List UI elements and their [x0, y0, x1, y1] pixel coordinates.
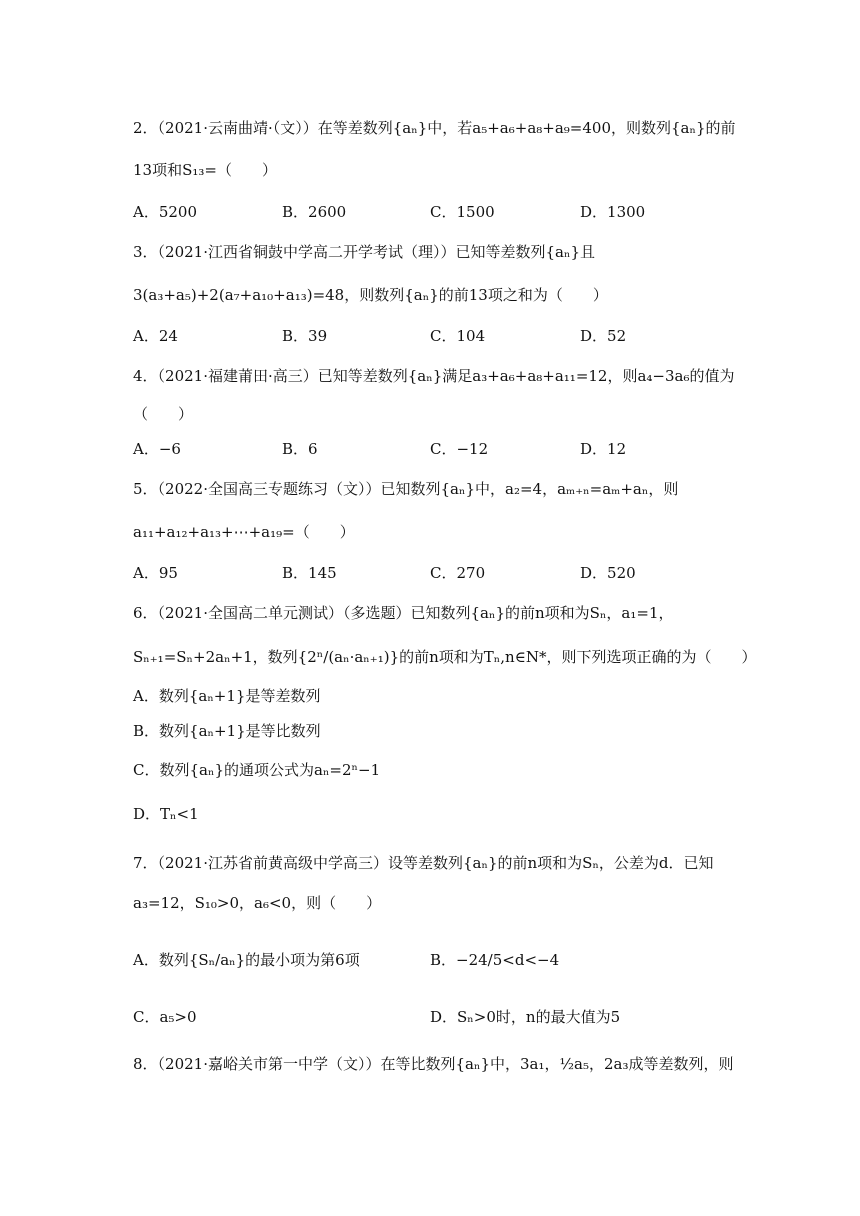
- question-5-option-c: C．270: [430, 564, 486, 582]
- question-2-stem-line2: 13项和S₁₃=（ ）: [133, 161, 277, 179]
- question-2-option-d: D．1300: [580, 203, 646, 221]
- question-6-option-d: D．Tₙ<1: [133, 805, 199, 823]
- question-5-stem-line2: a₁₁+a₁₂+a₁₃+⋯+a₁₉=（ ）: [133, 523, 355, 541]
- question-6-stem-line1: 6．（2021·全国高二单元测试）（多选题）已知数列{aₙ}的前n项和为Sₙ，a₁=1，: [133, 604, 674, 622]
- question-7-option-a: A．数列{Sₙ/aₙ}的最小项为第6项: [133, 951, 360, 969]
- question-5-option-b: B．145: [282, 564, 337, 582]
- question-2-option-b: B．2600: [282, 203, 347, 221]
- question-3-option-a: A．24: [133, 327, 178, 345]
- question-2-option-c: C．1500: [430, 203, 495, 221]
- question-6-option-a: A．数列{aₙ+1}是等差数列: [133, 687, 321, 705]
- question-4-stem-line2: （ ）: [133, 405, 194, 423]
- question-4-option-d: D．12: [580, 440, 627, 458]
- question-3-stem-line2: 3(a₃+a₅)+2(a₇+a₁₀+a₁₃)=48，则数列{aₙ}的前13项之和为（ ）: [133, 286, 608, 304]
- question-5-option-a: A．95: [133, 564, 178, 582]
- question-4-option-a: A．−6: [133, 440, 181, 458]
- question-7-stem-line1: 7．（2021·江苏省前黄高级中学高三）设等差数列{aₙ}的前n项和为Sₙ，公差为d．已知: [133, 854, 714, 872]
- question-7-stem-line2: a₃=12，S₁₀>0，a₆<0，则（ ）: [133, 894, 382, 912]
- question-6-option-c: C．数列{aₙ}的通项公式为aₙ=2ⁿ−1: [133, 761, 381, 779]
- question-8-stem-line1: 8．（2021·嘉峪关市第一中学（文））在等比数列{aₙ}中，3a₁，½a₅，2a₃成等差数列，则: [133, 1055, 734, 1073]
- question-2-stem-line1: 2．（2021·云南曲靖·（文））在等差数列{aₙ}中，若a₅+a₆+a₈+a₉=400，则数列{aₙ}的前: [133, 119, 736, 137]
- question-6-stem-line2: Sₙ₊₁=Sₙ+2aₙ+1，数列{2ⁿ/(aₙ·aₙ₊₁)}的前n项和为Tₙ,n∈N*，则下列选项正确的为（ ）: [133, 648, 757, 666]
- question-4-option-c: C．−12: [430, 440, 489, 458]
- question-5-stem-line1: 5．（2022·全国高三专题练习（文））已知数列{aₙ}中，a₂=4，aₘ₊ₙ=aₘ+aₙ，则: [133, 480, 679, 498]
- question-3-stem-line1: 3．（2021·江西省铜鼓中学高二开学考试（理））已知等差数列{aₙ}且: [133, 243, 596, 261]
- question-5-option-d: D．520: [580, 564, 636, 582]
- question-2-option-a: A．5200: [133, 203, 198, 221]
- question-3-option-d: D．52: [580, 327, 627, 345]
- question-3-option-b: B．39: [282, 327, 328, 345]
- question-7-option-c: C．a₅>0: [133, 1008, 197, 1026]
- question-6-option-b: B．数列{aₙ+1}是等比数列: [133, 722, 321, 740]
- question-7-option-d: D．Sₙ>0时，n的最大值为5: [430, 1008, 621, 1026]
- question-3-option-c: C．104: [430, 327, 486, 345]
- question-4-stem-line1: 4．（2021·福建莆田·高三）已知等差数列{aₙ}满足a₃+a₆+a₈+a₁₁=12，则a₄−3a₆的值为: [133, 367, 735, 385]
- question-4-option-b: B．6: [282, 440, 318, 458]
- question-7-option-b: B．−24/5<d<−4: [430, 951, 560, 969]
